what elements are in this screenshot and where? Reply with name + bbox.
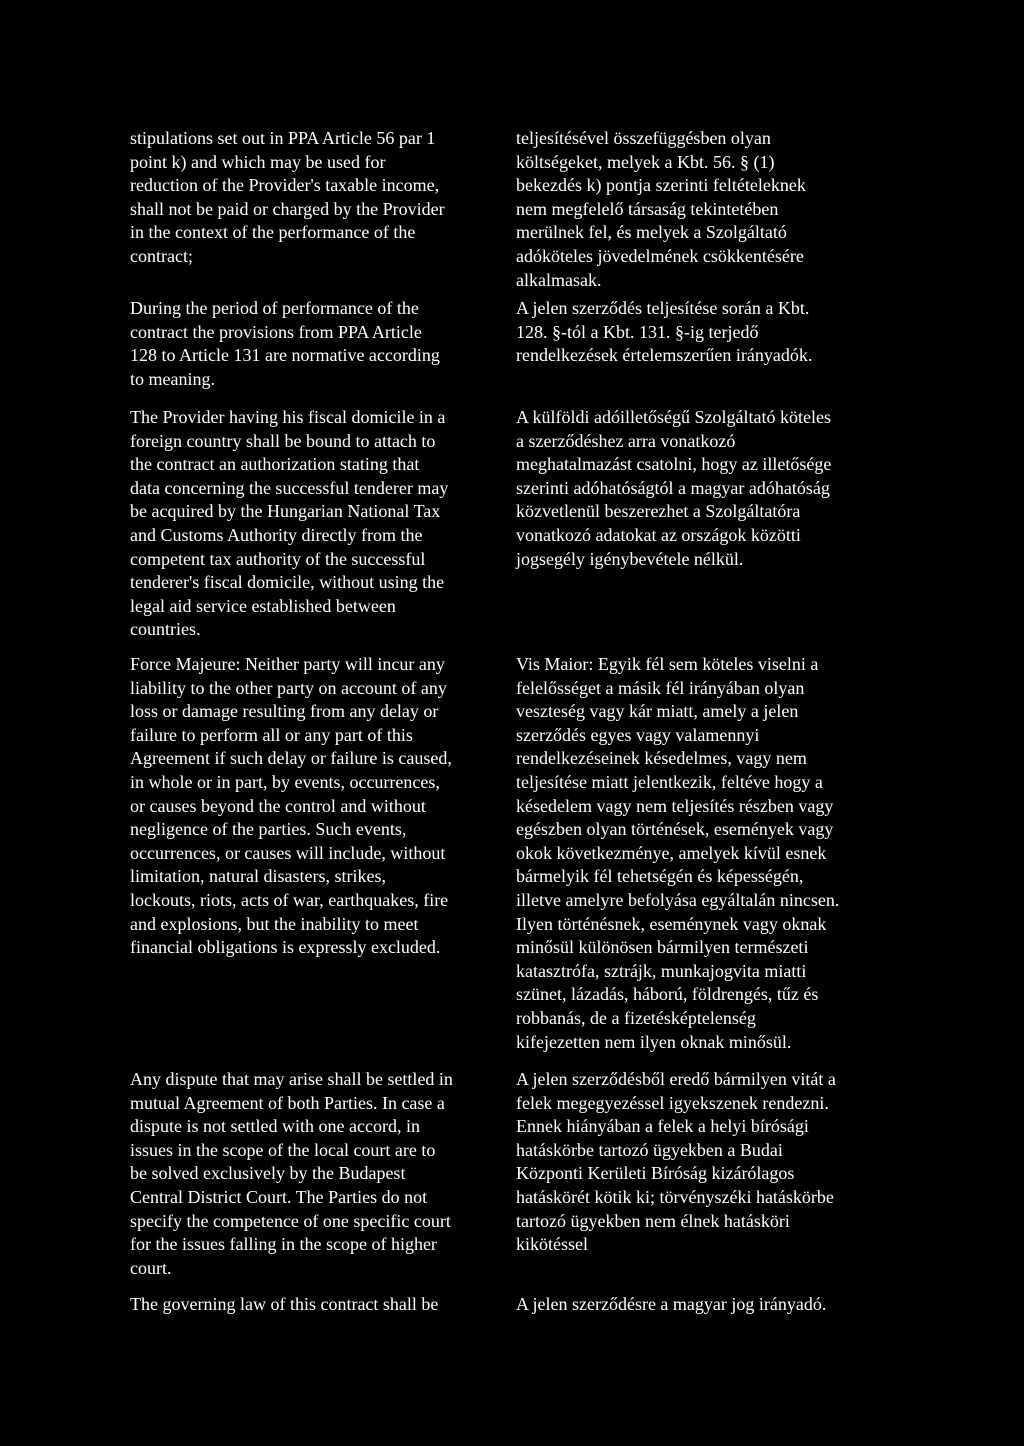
english-paragraph-tax-stipulations: stipulations set out in PPA Article 56 par 1 point k) and which may be used for reduction of the Provider's taxable income, shall not be paid or charged by the Provider in the context of the performance of the contract; bbox=[130, 128, 445, 266]
hungarian-paragraph-normative-provisions: A jelen szerződés teljesítése során a Kbt. 128. §-tól a Kbt. 131. §-ig terjedő rendelkezések értelemszerűen irányadók. bbox=[516, 298, 813, 366]
hungarian-paragraph-force-majeure: Vis Maior: Egyik fél sem köteles viselni a felelősséget a másik fél irányában olyan veszteség vagy kár miatt, amely a jelen szerződés egyes vagy valamennyi rendelkezéseinek késedelmes, vagy nem teljesítése miatt jelentkezik, feltéve hogy a késedelem vagy nem teljesítés részben vagy egészben olyan történések, események vagy okok következménye, amelyek kívül esnek bármelyik fél tehetségén és képességén, illetve amelyre befolyása egyáltalán nincsen. Ilyen történésnek, eseménynek vagy oknak minősül különösen bármilyen természeti katasztrófa, sztrájk, munkajogvita miatti szünet, lázadás, háború, földrengés, tűz és robbanás, de a fizetésképtelenség kifejezetten nem ilyen oknak minősül. bbox=[516, 654, 840, 1052]
hungarian-paragraph-dispute-settlement: A jelen szerződésből eredő bármilyen vitát a felek megegyezéssel igyekszenek rendezni. Ennek hiányában a felek a helyi bírósági hatáskörbe tartozó ügyekben a Budai Központi Kerületi Bíróság kizárólagos hatáskörét kötik ki; törvényszéki hatáskörbe tartozó ügyekben nem élnek hatásköri kikötéssel bbox=[516, 1069, 836, 1255]
hungarian-paragraph-governing-law: A jelen szerződésre a magyar jog irányadó. bbox=[516, 1294, 827, 1314]
english-paragraph-normative-provisions: During the period of performance of the contract the provisions from PPA Article 128 to Article 131 are normative according to meaning. bbox=[130, 298, 440, 389]
hungarian-paragraph-tax-stipulations: teljesítésével összefüggésben olyan költségeket, melyek a Kbt. 56. § (1) bekezdés k) pontja szerinti feltételeknek nem megfelelő társaság tekintetében merülnek fel, és melyek a Szolgáltató adóköteles jövedelmének csökkentésére alkalmasak. bbox=[516, 128, 806, 290]
hungarian-paragraph-fiscal-domicile: A külföldi adóilletőségű Szolgáltató köteles a szerződéshez arra vonatkozó meghatalmazást csatolni, hogy az illetősége szerinti adóhatóságtól a magyar adóhatóság közvetlenül beszerezhet a Szolgáltatóra vonatkozó adatokat az országok közötti jogsegély igénybevétele nélkül. bbox=[516, 407, 832, 569]
english-paragraph-dispute-settlement: Any dispute that may arise shall be settled in mutual Agreement of both Parties. In case a dispute is not settled with one accord, in issues in the scope of the local court are to be solved exclusively by the Budapest Central District Court. The Parties do not specify the competence of one specific court for the issues falling in the scope of higher court. bbox=[130, 1069, 453, 1278]
english-paragraph-fiscal-domicile: The Provider having his fiscal domicile in a foreign country shall be bound to attach to the contract an authorization stating that data concerning the successful tenderer may be acquired by the Hungarian National Tax and Customs Authority directly from the competent tax authority of the successful tenderer's fiscal domicile, without using the legal aid service established between countries. bbox=[130, 407, 449, 640]
english-paragraph-governing-law: The governing law of this contract shall be bbox=[130, 1294, 439, 1314]
english-paragraph-force-majeure: Force Majeure: Neither party will incur any liability to the other party on account of any loss or damage resulting from any delay or failure to perform all or any part of this Agreement if such delay or failure is caused, in whole or in part, by events, occurrences, or causes beyond the control and without negligence of the parties. Such events, occurrences, or causes will include, without limitation, natural disasters, strikes, lockouts, riots, acts of war, earthquakes, fire and explosions, but the inability to meet financial obligations is expressly excluded. bbox=[130, 654, 452, 958]
